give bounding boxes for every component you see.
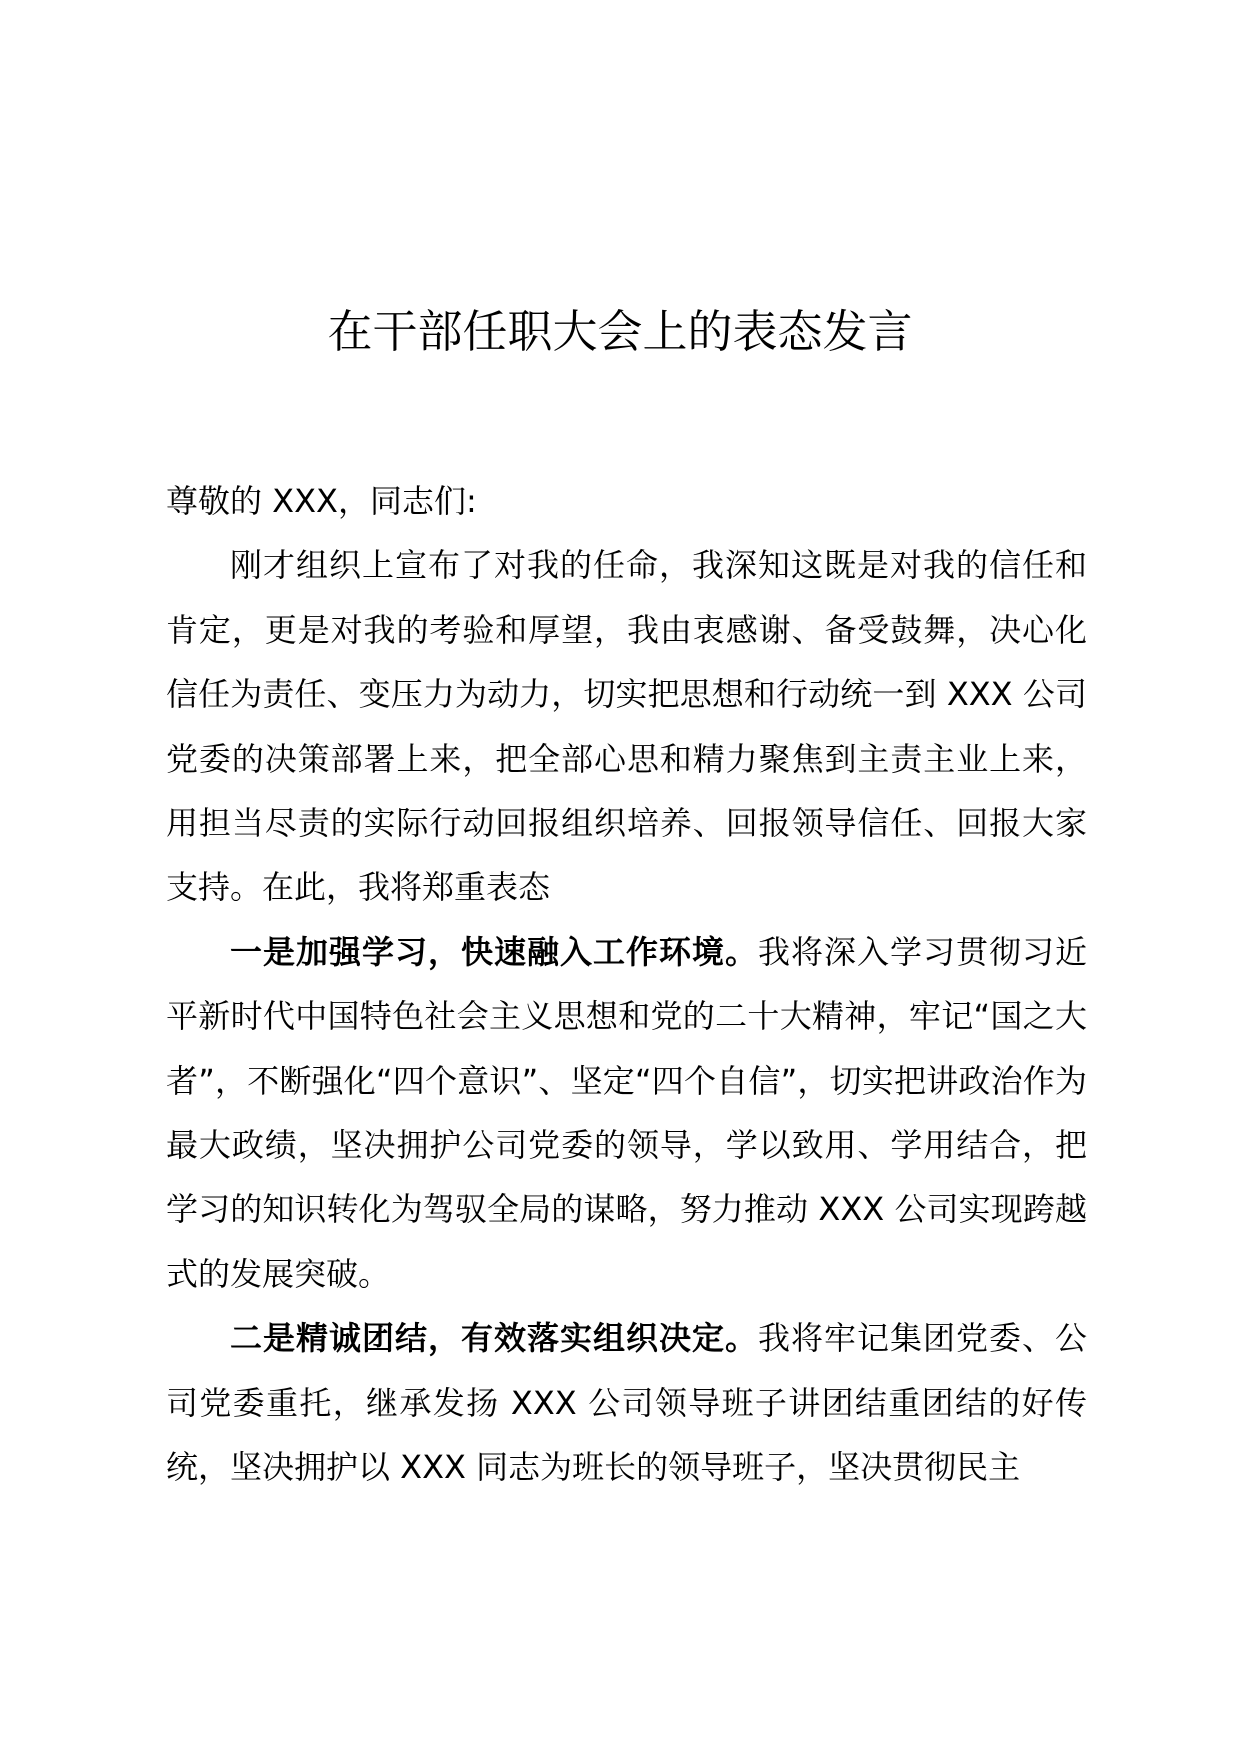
paragraph-1	[166, 533, 1087, 919]
document-body	[166, 469, 1087, 1500]
paragraph-2	[166, 920, 1087, 1306]
paragraph-text: 刚才组织上宣布了对我的任命，我深知这既是对我的信任和肯定，更是对我的考验和厚望，我由衷感谢、备受鼓舞，决心化信任为责任、变压力为动力，切实把思想和行动统一到 XXX 公司党委的决策部署上来，把全部心思和精力聚焦到主责主业上来，用担当尽责的实际行动回报组织培养、回报领导信任、回报大家支持。在此，我将郑重表态	[166, 546, 1087, 907]
paragraph-text: 我将深入学习贯彻习近平新时代中国特色社会主义思想和党的二十大精神，牢记“国之大者”，不断强化“四个意识”、坚定“四个自信”，切实把讲政治作为最大政绩，坚决拥护公司党委的领导，学以致用、学用结合，把学习的知识转化为驾驭全局的谋略，努力推动 XXX 公司实现跨越式的发展突破。	[166, 932, 1087, 1293]
paragraph-text: 我将牢记集团党委、公司党委重托，继承发扬 XXX 公司领导班子讲团结重团结的好传统，坚决拥护以 XXX 同志为班长的领导班子，坚决贯彻民主	[166, 1319, 1087, 1487]
paragraph-3	[166, 1306, 1087, 1499]
salutation: 尊敬的 XXX，同志们:	[166, 482, 477, 520]
paragraph-lead: 二是精诚团结，有效落实组织决定。	[230, 1319, 758, 1358]
paragraph-lead: 一是加强学习，快速融入工作环境。	[230, 932, 758, 971]
document-title: 在干部任职大会上的表态发言	[327, 305, 913, 358]
